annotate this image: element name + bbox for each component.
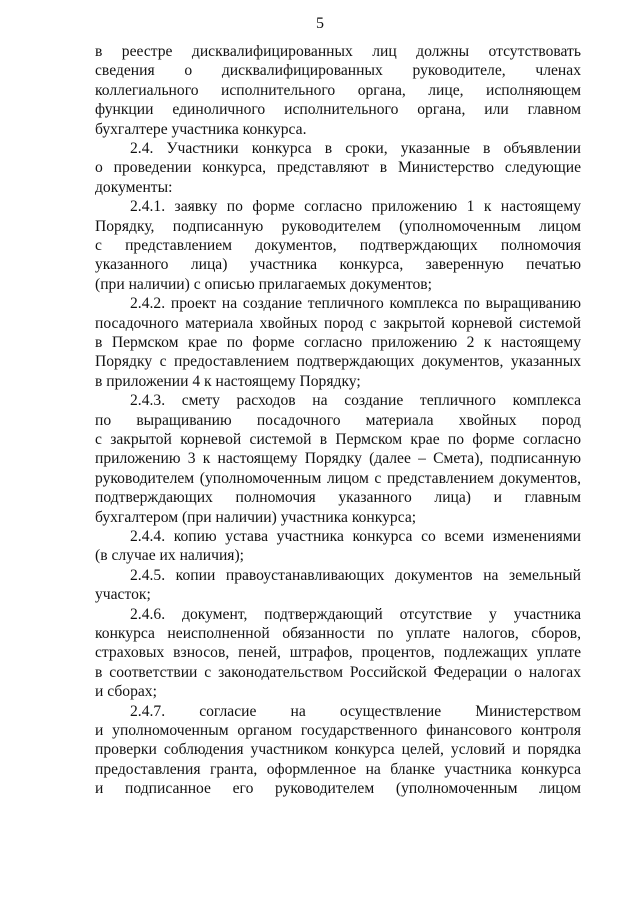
text-line: участок; (95, 586, 151, 604)
text-line: страховых взносов, пеней, штрафов, процентов, подлежащих уплате (95, 644, 581, 662)
text-line: (при наличии) с описью прилагаемых документов; (95, 275, 433, 293)
text-line: 2.4. Участники конкурса в сроки, указанные в объявлении (130, 140, 581, 157)
text-line: конкурса неисполненной обязанности по уплате налогов, сборов, (95, 625, 581, 642)
text-line: в Пермском крае по форме согласно приложению 2 к настоящему (95, 334, 581, 351)
text-line: 2.4.6. документ, подтверждающий отсутствие у участника (130, 605, 581, 623)
text-line: по выращиванию посадочного материала хвойных пород (95, 411, 581, 429)
text-line: в реестре дисквалифицированных лиц должны отсутствовать (95, 43, 581, 60)
text-line: о проведении конкурса, представляют в Министерство следующие (95, 159, 581, 177)
text-line: и уполномоченным органом государственного финансового контроля (95, 722, 581, 739)
text-line: в соответствии с законодательством Российской Федерации о налогах (95, 663, 581, 681)
text-line: Порядку, подписанную руководителем (уполномоченным лицом (95, 217, 581, 235)
text-line: указанного лица) участника конкурса, заверенную печатью (95, 256, 581, 274)
text-line: в приложении 4 к настоящему Порядку; (95, 372, 361, 390)
text-line: проверки соблюдения участником конкурса целей, условий и порядка (95, 741, 581, 759)
text-line: Порядку с предоставлением подтверждающих документов, указанных (95, 353, 581, 371)
text-line: бухгалтером (при наличии) участника конкурса; (95, 508, 417, 526)
text-line: 2.4.3. смету расходов на создание тепличного комплекса (130, 392, 581, 410)
text-line: 2.4.7. согласие на осуществление Министерством (130, 702, 581, 720)
text-line: 2.4.1. заявку по форме согласно приложению 1 к настоящему (130, 198, 581, 216)
text-line: с представлением документов, подтверждающих полномочия (95, 237, 581, 254)
text-line: бухгалтере участника конкурса. (95, 120, 307, 138)
text-line: сведения о дисквалифицированных руководителе, членах (95, 62, 581, 80)
text-line: приложению 3 к настоящему Порядку (далее – Смета), подписанную (95, 450, 581, 468)
text-line: (в случае их наличия); (95, 547, 244, 565)
text-line: руководителем (уполномоченным лицом с представлением документов, (95, 469, 581, 487)
text-line: документы: (95, 178, 173, 196)
page-number: 5 (316, 15, 324, 32)
text-line: и сборах; (95, 683, 157, 701)
text-line: предоставления гранта, оформленное на бланке участника конкурса (95, 760, 581, 778)
text-line: подтверждающих полномочия указанного лица) и главным (95, 489, 581, 507)
text-line: 2.4.4. копию устава участника конкурса со всеми изменениями (130, 528, 581, 545)
text-line: с закрытой корневой системой в Пермском крае по форме согласно (95, 431, 581, 448)
text-line: и подписанное его руководителем (уполномоченным лицом (95, 780, 581, 798)
text-line: 2.4.5. копии правоустанавливающих документов на земельный (130, 566, 581, 584)
text-line: посадочного материала хвойных пород с закрытой корневой системой (95, 314, 581, 332)
text-line: функции единоличного исполнительного органа, или главном (95, 101, 581, 119)
text-line: 2.4.2. проект на создание тепличного комплекса по выращиванию (130, 295, 581, 313)
text-line: коллегиального исполнительного органа, лице, исполняющем (95, 81, 581, 99)
